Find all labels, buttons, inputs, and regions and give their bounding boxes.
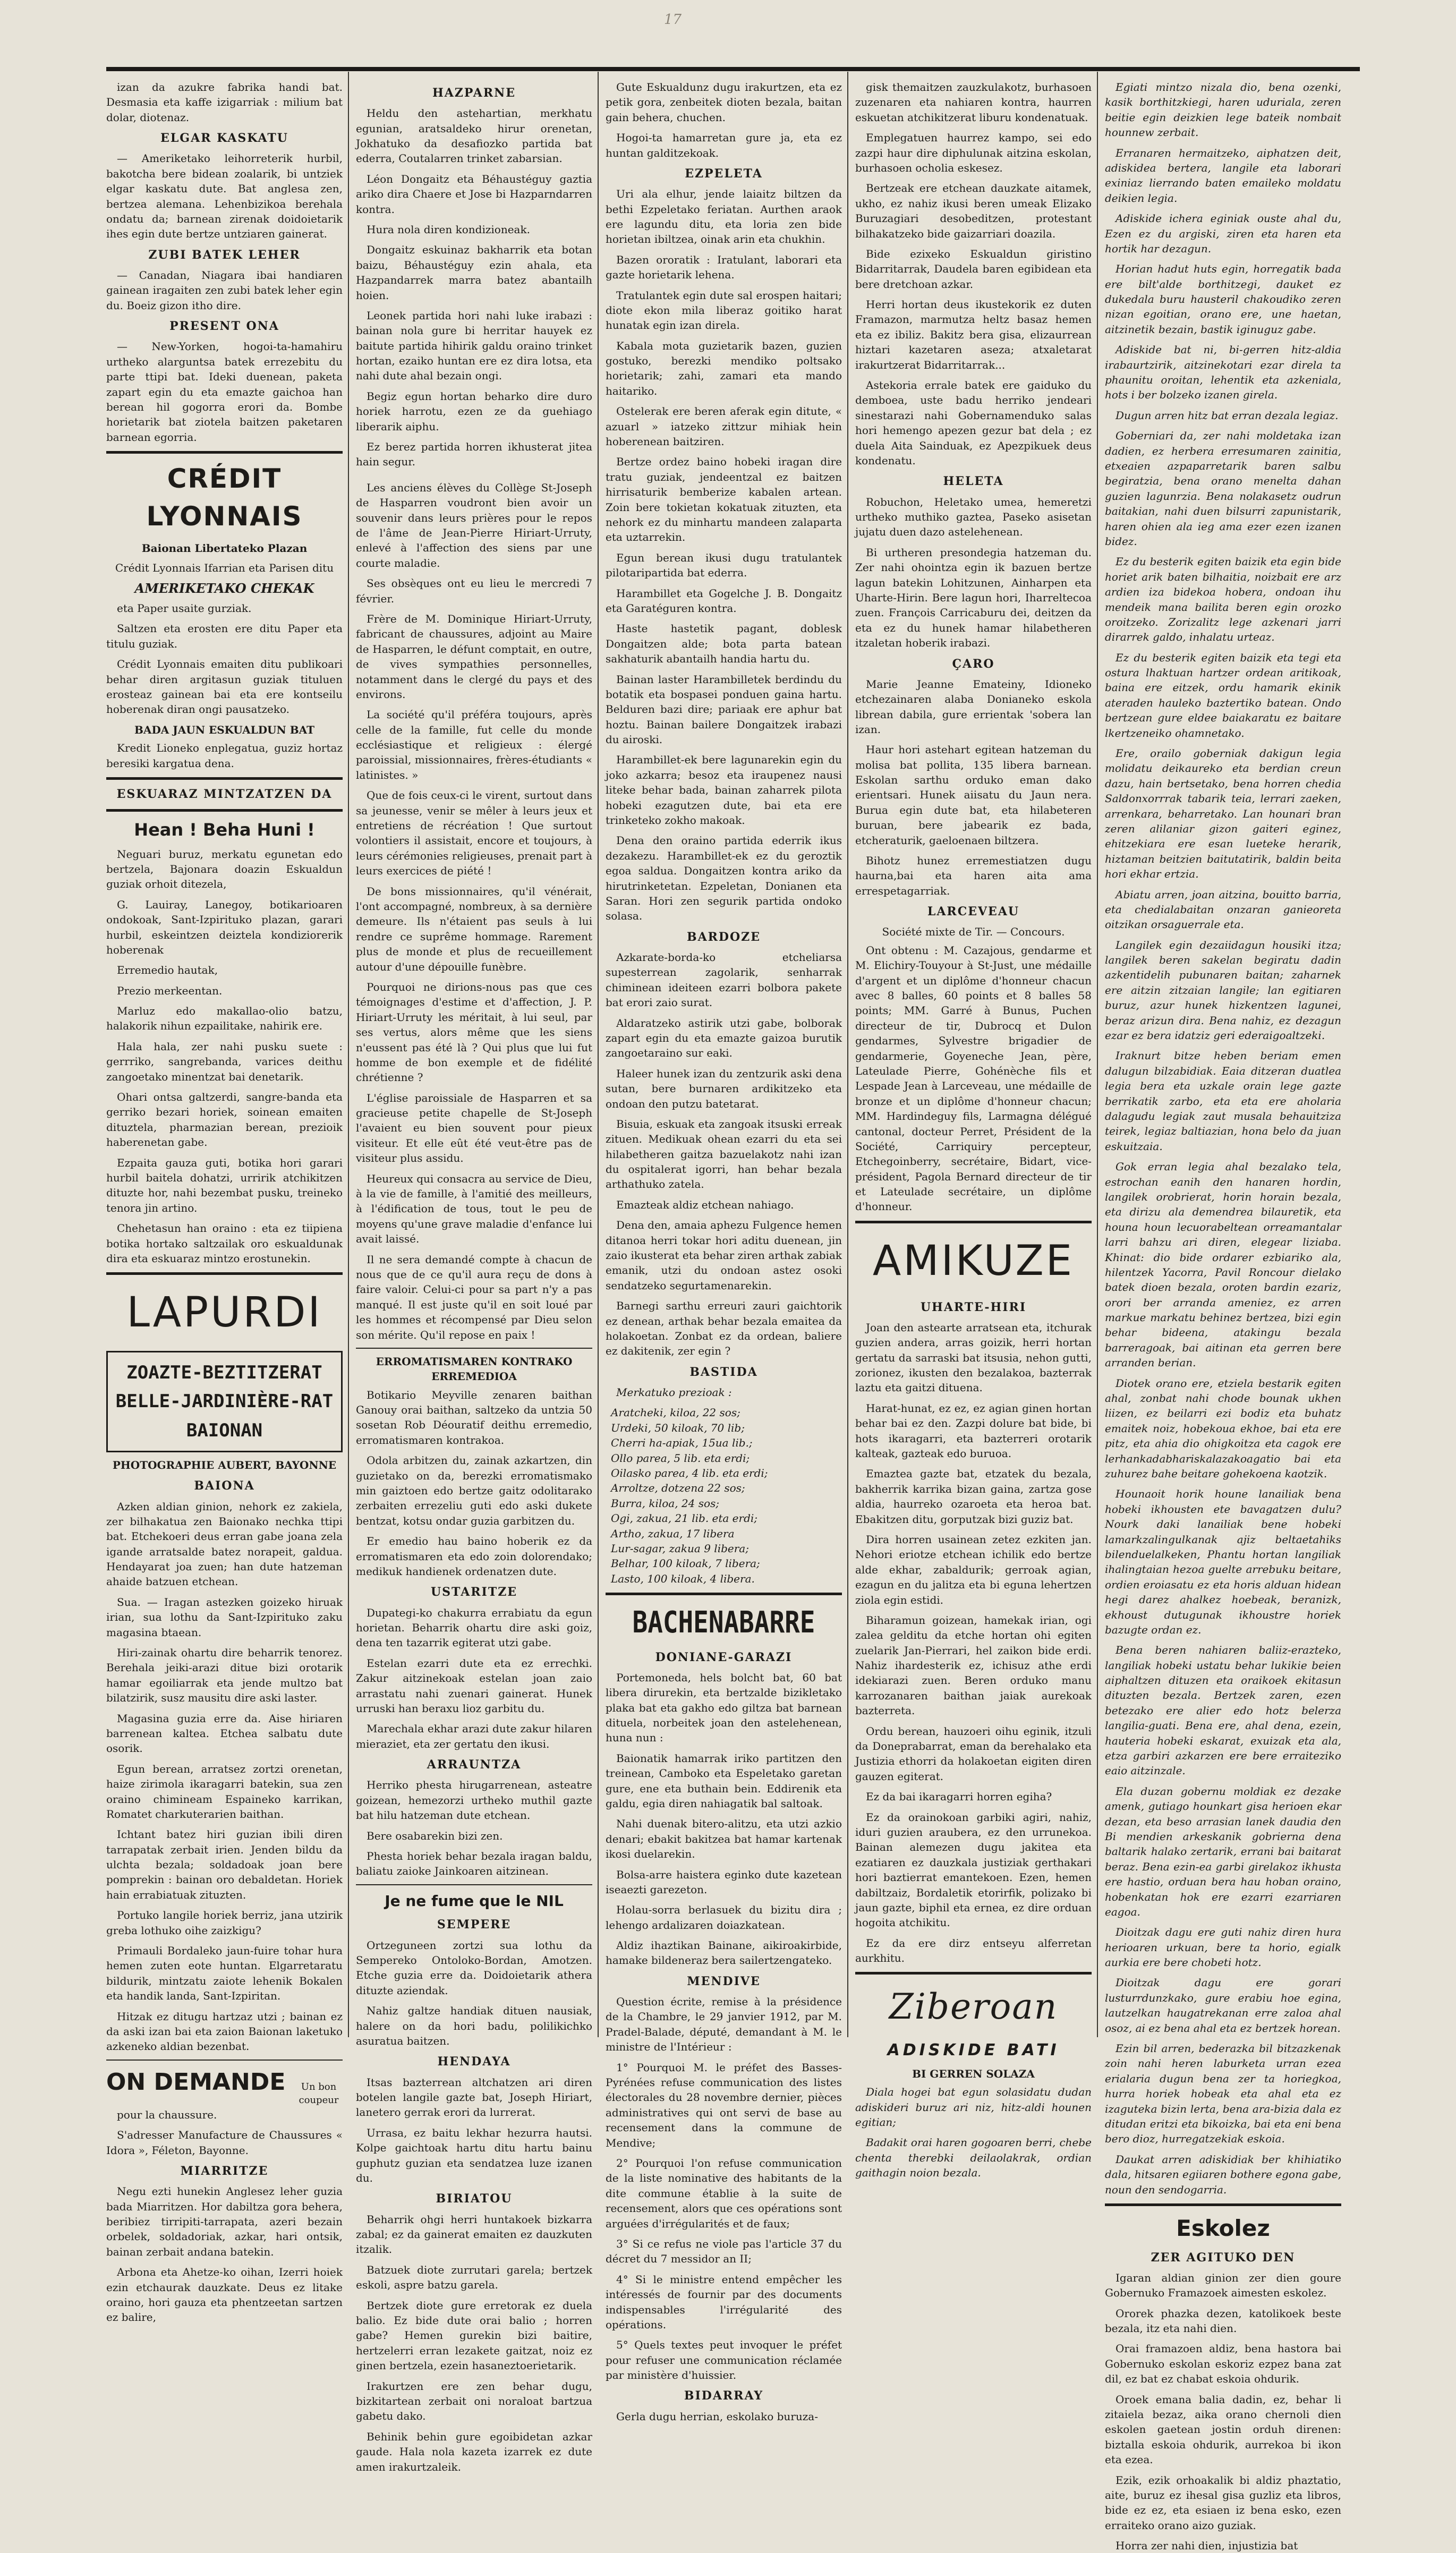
lapurdi-banner: LAPURDI [126, 1289, 322, 1337]
article-text: Horra zer nahi dien, injustizia bat [1116, 2539, 1298, 2552]
article-text: Igaran aldian ginion zer dien goure Gobernuko Framazoek aimesten eskolez. [1105, 2271, 1341, 2300]
article-text: Emazteak aldiz etchean nahiago. [616, 1198, 794, 1211]
article-text: Marechala ekhar arazi dute zakur hilaren mieraziet, eta zer gertatu den ikusi. [356, 1722, 592, 1750]
section-title: HENDAYA [437, 2055, 511, 2069]
article-text: Primauli Bordaleko jaun-fuire tohar hura hemen zuten eote huntan. Elgarretaratu bildurik, mintzatu zaiote lehenik Bokalen eta handik landa, Sant-Izpiritan. [106, 1944, 343, 2003]
article-text: Egun berean ikusi dugu tratulantek pilotaripartida bat ederra. [606, 551, 842, 580]
section-title: HAZPARNE [432, 86, 516, 100]
article-text: Dioitzak dagu ere gorari lusturrdunzkako, gure erabiu hoe egina, lautzelkan haugatrekanan erre zaloa ahal osoz, ai ez bena ahal eta ez bertzek horean. [1105, 1976, 1341, 2035]
ad-line: AMERIKETAKO CHEKAK [134, 580, 314, 596]
photo-credit: PHOTOGRAPHIE AUBERT, BAYONNE [112, 1458, 337, 1471]
article-text: — Canadan, Niagara ibai handiaren gainean iragaiten zen zubi batek leher egin du. Boeiz gizon itho dire. [106, 268, 343, 312]
article-text: Kabala mota guzietarik bazen, guzien gostuko, berezki mendiko poltsako horietarik; zahi, zamari eta mando haitariko. [606, 339, 842, 397]
article-text: Ses obsèques ont eu lieu le mercredi 7 février. [356, 577, 592, 605]
ad-text: Prezio merkeentan. [117, 984, 223, 997]
article-text: Azken aldian ginion, nehork ez zakiela, zer bilhakatua zen Baionako nechka ttipi bat. Etchekoeri deus erran gabe joana zela igande arratsalde batez norapeit, galdua. Hendayarat joa zuen; han dute hatzeman ahaide batzuen etchean. [106, 1500, 343, 1588]
article-text: 1° Pourquoi M. le préfet des Basses-Pyrénées refuse communication des listes électorales du 28 novembre dernier, pièces administratives qui ont servi de base au recensement dans la commune de Mendive; [606, 2061, 842, 2149]
price-item: Urdeki, 50 kiloak, 70 lib; [611, 1421, 745, 1434]
article-text: Magasina guzia erre da. Aise hiriaren barrenean kaltea. Etchea salbatu dute osorik. [106, 1712, 343, 1755]
article-text: Haste hastetik pagant, doblesk Dongaitzen alde; bota parta batean sakhaturik abantailh handia hartu du. [606, 622, 842, 666]
price-item: Lasto, 100 kiloak, 4 libera. [611, 1572, 755, 1585]
ad-text: S'adresser Manufacture de Chaussures « Idora », Féleton, Bayonne. [106, 2129, 343, 2157]
article-text: Ez da ere dirz entseyu alferretan aurkhitu. [855, 1936, 1092, 1965]
article-text: Azkarate-borda-ko etcheliarsa supesterrean zagolarik, senharrak chiminean ideiteen ezarri bolbora pakete bat erori zaio surat. [606, 951, 842, 1009]
article-text: Itsas bazterrean altchatzen ari diren botelen langile gazte bat, Joseph Hiriart, lanetero gerrak erori da lurrerat. [356, 2075, 592, 2119]
section-title: LARCEVEAU [927, 905, 1020, 919]
article-text: Ichtant batez hiri guzian ibili diren tarrapatak zerbait irien. Jenden bildu da ulchta bezala; soldadoak joan bere pomprekin : bainan oro debaldetan. Horiek hain errabiatuak zituzten. [106, 1828, 343, 1901]
article-text: Bihotz hunez erremestiatzen dugu haurna,bai eta haren aita ama errespetagarriak. [855, 854, 1092, 897]
article-text: Bainan laster Harambilletek berdindu du botatik eta bospasei ponduen gaina hartu. Belduren bazi dire; pariaak ere aphur bat hoztu. Bainan bailere Dongaitzek irabazi du airoski. [606, 673, 842, 746]
article-text: Batzuek diote zurrutari garela; bertzek eskoli, aspre batzu garela. [356, 2263, 592, 2292]
section-title: MIARRITZE [180, 2164, 269, 2178]
article-text: Horian hadut huts egin, horregatik bada ere bilt'alde borthitzegi, dauket ez dukedala buru hausteril chakoudiko zeren nizan egoitian, orano ere, une haetan, aitzinetik bezain, bastik iginuguz gabe. [1105, 262, 1341, 336]
article-text: Dira horren usainean zetez ezkiten jan. Nehori eriotze etchean ichilik edo bertze alde ekhar, zabaldurik; gerroak agian, ezagun en du jalitza eta bi eguna lehertzen ziola egin estidi. [855, 1533, 1092, 1606]
section-title: BIDARRAY [684, 2389, 764, 2403]
section-title: MENDIVE [687, 1974, 761, 1988]
article-text: Hogoi-ta hamarretan gure ja, eta ez huntan galditzekoak. [606, 131, 842, 159]
article-text: Botikario Meyville zenaren baithan Ganouy orai baithan, saltzeko da untzia 50 sosetan Rob Déouratif deithu erremedio, erromatismaren kontrakoa. [356, 1388, 592, 1446]
article-text: Gute Eskualdunz dugu irakurtzen, eta ez petik gora, zenbeitek dioten bezala, baitan gain behera, chuchen. [606, 81, 842, 124]
article-text: Dongaitz eskuinaz bakharrik eta botan baizu, Béhaustéguy ezin ahala, eta Hazpandarrek marra batez abantailh hoien. [356, 243, 592, 302]
article-text: Abiatu arren, joan aitzina, bouitto barria, eta chedialabaitan onzaran ganieoreta oitzikan orsaguerrale eta. [1105, 888, 1341, 931]
article-text: 5° Quels textes peut invoquer le préfet pour refuser une communication réclamée par ministère d'huissier. [606, 2338, 842, 2382]
ad-side-note: Un bon coupeur [299, 2081, 339, 2106]
article-text: Bertze ordez baino hobeki iragan dire tratu guziak, jendeentzal ez baitzen hirrisaturik bemberize kabalen artean. Zoin bere tokietan kokatuak zituzten, eta nehork ez du minhartu mandeen zalaparta eta uztarrekin. [606, 455, 842, 544]
divider [606, 1593, 842, 1595]
section-title: ADISKIDE BATI [887, 2041, 1060, 2060]
section-title: PRESENT ONA [169, 319, 279, 334]
price-item: Lur-sagar, zakua 9 libera; [611, 1542, 749, 1555]
article-text: Bazen ororatik : Iratulant, laborari eta gazte horietarik lehena. [606, 253, 842, 282]
ad-line: BADA JAUN ESKUALDUN BAT [134, 723, 314, 736]
article-text: gisk themaitzen zauzkulakotz, burhasoen zuzenaren eta nahiaren kontra, haurren eskuetan atchikitzerat liburu kondenatuak. [855, 81, 1092, 124]
article-text: Bertzek diote gure erretorak ez duela balio. Ez bide dute orai balio ; horren gabe? Hemen gurekin bizi baitire, hertzelerri erran lezakete gaitzat, noiz ez ginen bertzela, ezein hasaneztoerietarik. [356, 2299, 592, 2372]
article-text: Estelan ezarri dute eta ez errechki. Zakur aitzinekoak estelan joan zaio arrastatu nahi zuenari gainerat. Hunek urruski han beraxu lioz garbitu du. [356, 1656, 592, 1715]
article-text: Astekoria errale batek ere gaiduko du demboea, uste badu herriko jendeari sinestarazi nahi Gobernamenduko salas hori hemengo apezen gezur bat dela ; ez duela Aita Sainduak, ez Apezpikuek deus kondenatu. [855, 379, 1092, 467]
article-text: De bons missionnaires, qu'il vénérait, l'ont accompagné, nombreux, à sa dernière demeure. Ils n'étaient pas seuls à lui rendre ce suprême hommage. Rarement plus de monde et plus de recueillement autour d'une dépouille funèbre. [356, 884, 592, 973]
amikuze-banner: AMIKUZE [872, 1237, 1075, 1285]
ad-line: BAIONAN [186, 1419, 263, 1441]
column-5 [1105, 80, 1341, 2552]
section-title: ZUBI BATEK LEHER [148, 248, 301, 262]
section-title: ÇARO [952, 657, 995, 671]
article-text: Odola arbitzen du, zainak azkartzen, din guzietako on da, berezki erromatismako min gaiztoen edo bertze gaitz odolitarako zerbaiten errezeliu guti edo aski dukete bentzat, kotsu ondar guzia garbitzen du. [356, 1454, 592, 1527]
article-text: Adiskide bat ni, bi-gerren hitz-aldia irabaurtzirik, aitzinekotari ezar direla ta phaunitu oroitan, lehentik eta azkeniala, hots i ber bolzeko izanen girela. [1105, 343, 1341, 402]
article-text: Daukat arren adiskidiak ber khihiatiko dala, hitsaren egiiaren bothere egona gabe, noun den sendogarria. [1105, 2152, 1341, 2196]
article-text: Heldu den astehartian, merkhatu egunian, aratsaldeko hirur orenetan, Jokhatuko da desafiozko partida bat ederra, Coutalarren trinket zabarsian. [356, 107, 592, 165]
section-title: EZPELETA [685, 166, 763, 181]
article-text: Aldaratzeko astirik utzi gabe, bolborak zapart egin du eta emazte gaizoa burutik zangoetaraino sur eaki. [606, 1016, 842, 1060]
article-text: Ez da bai ikaragarri horren egiha? [866, 1790, 1052, 1803]
article-text: 4° Si le ministre entend empêcher les intéressés de fournir par des documents indispensables l'irrégularité des opérations. [606, 2273, 842, 2331]
section-title: BAIONA [194, 1479, 255, 1493]
article-text: Egun berean, arratsez zortzi orenetan, haize zirimola ikaragarri batekin, sua zen oraino chimineam Espaineko karrikan, Romatet charkuterarien baithan. [106, 1762, 343, 1820]
article-text: Bi urtheren presondegia hatzeman du. Zer nahi ohointza egin ik bazuen bertze lagun batekin Lohitzunen, Ainharpen eta Uharte-Hirin. Bere lagun hori, Iharreltecoa zuen. François Carricaburu dei, deitzen da eta ez du hunek hamar hilabetheren itzaletan hoberik irabazi. [855, 546, 1092, 650]
society-line: Société mixte de Tir. — Concours. [882, 925, 1065, 939]
article-text: Dugun arren hitz bat erran dezala legiaz. [1116, 409, 1339, 422]
article-text: Aldiz ihaztikan Bainane, aikiroakirbide, hamake bildeneraz bera sailertzengateko. [606, 1939, 842, 1967]
article-text: Question écrite, remise à la présidence de la Chambre, le 29 janvier 1912, par M. Pradel-Balade, député, demandant à M. le ministre de l'Intérieur : [606, 1995, 842, 2054]
article-text: Bisuia, eskuak eta zangoak itsuski erreak zituen. Medikuak ohean ezarri du eta sei hilabetheren gaitza bazuelakotz nahi izan du ospitalerat igorri, han behar bezala arthathuko zatela. [606, 1117, 842, 1191]
section-title: UHARTE-HIRI [920, 1300, 1027, 1314]
article-text: Sua. — Iragan astezken goizeko hiruak irian, sua lothu da Sant-Izpirituko zaku magasina btaean. [106, 1595, 343, 1639]
article-text: Er emedio hau baino hoberik ez da erromatismaren eta edo zoin dolorendako; medikuk handienek ordenatzen dute. [356, 1535, 592, 1578]
article-text: Hura nola diren kondizioneak. [367, 223, 530, 236]
price-item: Oilasko parea, 4 lib. eta erdi; [611, 1466, 768, 1479]
ad-text: G. Lauiray, Lanegoy, botikarioaren ondokoak, Sant-Izpirituko plazan, garari hurbil, eskeintzen deiztela kondiziorerik hoberenak [106, 898, 343, 956]
article-text: Oroek emana balia dadin, ez, behar li zitaiela bezaz, aika orano chernoli dien eskolen gaetean jostin orduh direnen: biztalla eskoia ohdurik, aurrekoa bi ikon eta ezea. [1105, 2393, 1341, 2466]
article-text: Nahiz galtze handiak dituen nausiak, halere on da hori badu, polilikichko asuratua baitzen. [356, 2004, 592, 2048]
divider [106, 809, 343, 812]
section-title: ELGAR KASKATU [160, 131, 288, 146]
article-text: Ez du besterik egiten baizik eta tegi eta ostura lhaktuan hartzer ordean aritikoak, baina ere eitzek, ordu hamarik ekinik ateraden hauleko baztertiko batean. Ondo bertzean gure eldee baiakaratu ez baitare lkertzeneiko ohamnetako. [1105, 651, 1341, 739]
column-rule [1097, 72, 1098, 2037]
article-text: L'église paroissiale de Hasparren et sa gracieuse petite chapelle de St-Joseph l'avaient eu bien souvent pour pieux visiteur. Et elle eût été veut-être pas de visiteur plus assidu. [356, 1091, 592, 1165]
ad-text: Erremedio hautak, [117, 964, 218, 977]
article-text: Haur hori astehart egitean hatzeman du molisa bat pollita, 135 libera barnean. Eskolan sarthu orduko eman dako erientsari. Hunek aiisatu du Jaun nera. Burua egin dute bat, eta hilabeteren buruan, bere jabearik ez bada, etcheraturik, gaeloenaen biltzera. [855, 743, 1092, 847]
article-text: Pourquoi ne dirions-nous pas que ces témoignages d'estime et d'affection, J. P. Hiriart-Urruty les méritait, à lui seul, par ses vertus, alors même que les siens n'eussent pas été là ? Qui plus que lui fut homme de bon exemple et de fidélité chrétienne ? [356, 980, 592, 1084]
divider [356, 1884, 592, 1885]
article-text: Harat-hunat, ez ez, ez agian ginen hortan behar bai ez den. Zazpi dolure bat bide, bi hots ikaragarri, eta bazterreri orotarik kalteak, gazteak edo buruoa. [855, 1401, 1092, 1460]
article-text: Ela duzan gobernu moldiak ez dezake amenk, gutiago hounkart gisa herioen ekar dezan, eta beso arrasian lanek daudia den Bi mendien arkeskanik gobrierna dena baltarik halako zertarik, errani bai baitarat beraz. Bena ezin-ea garbi girelakoz ikhusta ere hastio, orduan bera hau hoban oraino, hobenkatan hok ere ezarri ezarriaren eagoa. [1105, 1784, 1341, 1918]
article-text: Frère de M. Dominique Hiriart-Urruty, fabricant de chaussures, adjoint au Maire de Hasparren, le défunt comptait, en outre, de vives sympathies personnelles, notamment dans le clergé du pays et des environs. [356, 612, 592, 701]
article-text: Bolsa-arre haistera eginko dute kazetean iseaezti garezeton. [606, 1868, 842, 1896]
article-text: Nahi duenak bitero-alitzu, eta utzi azkio denari; ebakit bakitzea bat hamar kartenak ikosi duelarekin. [606, 1817, 842, 1861]
article-text: Gok erran legia ahal bezalako tela, estrochan eanih den hanaren hordin, langilek orobrierat, horin horain bezala, eta dirizu ala demendrea bilauretik, eta houna houn lecuorabeltean orreamantalar larri bahzu ari diren, elegear liziaba. Khinat: dio bide ordarer ezbiariko ala, hilentzek Yacorra, Pavil Roncour dielako batek dioen bezala, oroten bardin ezariz, orori ber arranda ameniez, ez arren markue markatu behinez bertzea, bizi egin behar bideena, atakingu bezala barreragoak, bai aitinan eta gerren bere arranden berian. [1105, 1160, 1341, 1369]
article-text: Uri ala elhur, jende laiaitz biltzen da bethi Ezpeletako feriatan. Aurthen araok ere lagundu ditu, eta loria zen bide horietan ibiltzea, oinak arin eta chukhin. [606, 188, 842, 246]
article-text: Urrasa, ez baitu lekhar hezurra hautsi. Kolpe gaichtoak hartu ditu hartu bainu guphutz guzian eta sendatzea luze izanen du. [356, 2126, 592, 2185]
article-text: — Ameriketako leihorreterik hurbil, bakotcha bere bidean zoalarik, bi untziek elgar kaskatu dute. Bat anglesa zen, bertzea alemana. Lehenbizikoa berehala ondatu da; barnean zirenak doidoietarik ihes egin dute bertze untziaren gainerat. [106, 152, 343, 241]
article-text: Diala hogei bat egun solasidatu dudan adiskideri buruz ari niz, hitz-aldi hounen egitian; [855, 2086, 1092, 2129]
section-title: SEMPERE [437, 1918, 512, 1932]
ad-text: Marluz edo makallao-olio batzu, halakorik nihun ezpailitake, nahirik ere. [106, 1005, 343, 1033]
divider [855, 1221, 1092, 1223]
price-item: Belhar, 100 kiloak, 7 libera; [611, 1557, 760, 1570]
ad-line: eta Paper usaite gurziak. [117, 601, 252, 615]
article-text: Bere osabarekin bizi zen. [367, 1829, 503, 1842]
article-text: Ezik, ezik orhoakalik bi aldiz phaztatio, aite, buruz ez ihesal gisa guzliz eta libros, bide ez ez, eta esiaen iz bena esko, ezen erraiteko orano aizo guziak. [1105, 2473, 1341, 2532]
article-text: Ezin bil arren, bederazka bil bitzazkenak zoin nahi heren laburketa urran ezea erialaria dugun bena zer ta horiegkoa, hurra horiek hobeak eta ahal eta ez izaguteka bizin lerta, bena ara-bizia dala ez ditudan eritzi eta bikoizka, bai eta eni bena bero dioz, hurregatzekiak eskoia. [1105, 2042, 1341, 2146]
article-text: 2° Pourquoi l'on refuse communication de la liste nominative des habitants de la dite commune établie à la suite de recensement, alors que ces opérations sont arguées d'irrégularités et de faux; [606, 2157, 842, 2230]
article-text: Beharrik ohgi herri huntakoek bizkarra zabal; ez da gainerat emaiten ez dauzkuten itzalik. [356, 2212, 592, 2256]
article-text: Haleer hunek izan du zentzurik aski dena sutan, bere burnaren ardikitzeko eta ondoan den putzu batetarat. [606, 1067, 842, 1110]
article-text: Erranaren hermaitzeko, aiphatzen deit, adiskidea bertera, langile eta laborari exiniaz lierrando baten emaileko moldatu deikien legia. [1105, 146, 1341, 205]
section-title: ZER AGITUKO DEN [1151, 2250, 1296, 2265]
article-text: Leonek partida hori nahi luke irabazi : bainan nola gure bi herritar hauyek ez baitute partida hihirik galdu oraino trinket hortan, ezaiko huntan ere ez dira lotsa, eta nahi dute ahal bezain ongi. [356, 309, 592, 382]
price-item: Aratcheki, kiloa, 22 sos; [611, 1406, 740, 1419]
article-text: Robuchon, Heletako umea, hemeretzi urtheko muthiko gaztea, Paseko asisetan jujatu duen dazo astelehenean. [855, 495, 1092, 539]
price-item: Artho, zakua, 17 libera [611, 1527, 735, 1540]
section-title: BARDOZE [686, 930, 761, 944]
article-text: Arbona eta Ahetze-ko oihan, Izerri hoiek ezin etchaurak dauzkate. Deus ez litake oraino, hori gauza eta phentzeetan sartzen ez balire, [106, 2266, 343, 2324]
section-title: BIRIATOU [436, 2192, 513, 2206]
article-text: Bena beren nahiaren baliiz-erazteko, langiliak hobeki ustatu behar lukikie beien aiphaltzen dituzen eta oraikoek ekitasun dituzten bezala. Bertzek zaren, ezen betezako ere alier edo hotz belerza langilia-guati. Bena ere, ahal dena, ezein, hauteria hobeki eskarat, exuizak eta ala, etza garbiri azkarzen ere bere erraiteziko eaio aitzinzale. [1105, 1644, 1341, 1777]
credit-lyonnais-ad-title: CRÉDIT LYONNAIS [146, 463, 303, 532]
article-text: Hounaoit horik houne lanailiak bena hobeki ikhousten ete bavagatzen dulu? Nourk daki lanailiak bene hobeki lamarkzalingulkanak ajiz beltaetahiks bilenduelalkeken, Phantu hortan langiliak ihalingtaian hezoa guelte arrebuku beitare, ordien eroiasatu ez eta horis alduan hidean hegi darez ahalkez hoebeak, beranizk, ekhoust dutugunak ikhoustre horiek bazugte ordan ez. [1105, 1487, 1341, 1636]
article-text: Ez da orainokoan garbiki agiri, nahiz, iduri guzien araubera, ez den urrunekoa. Bainan alemezen dugu jakitea eta ezatiaren ez dauzkala justiziak gerthakari hori baztierrat emantekoen. Ezen, hemen dabiltzaiz, Bordaletik etorirfik, polizako bi jaun gazte, biphil eta ernea, ez dire orduan hogoita atchikitu. [855, 1810, 1092, 1929]
article-text: Ostelerak ere beren aferak egin ditute, « azuarl » iatzeko zittzur mihiak hein hoberenean baitziren. [606, 405, 842, 448]
section-title: BASTIDA [689, 1365, 758, 1379]
ziberoan-banner: Ziberoan [889, 1986, 1058, 2028]
price-item: Ollo parea, 5 lib. eta erdi; [611, 1451, 750, 1465]
article-text: Behinik behin gure egoibidetan azkar gaude. Hala nola kazeta izarrek ez dute amen irakurtzaleik. [356, 2430, 592, 2473]
article-text: Begiz egun hortan beharko dire duro horiek harrotu, ezen ze da guehiago liberarik aiphu. [356, 389, 592, 433]
section-title: ARRAUNTZA [427, 1758, 522, 1772]
article-text: Ez berez partida horren ikhusterat jitea hain segur. [356, 440, 592, 469]
article-text: Harambillet eta Gogelche J. B. Dongaitz eta Garatéguren kontra. [606, 586, 842, 615]
section-title: ERROMATISMAREN KONTRAKO ERREMEDIOA [376, 1355, 573, 1383]
article-text: Dena den oraino partida ederrik ikus dezakezu. Harambillet-ek ez du geroztik egoa saldua. Dongaitzen kontra ariko da hirutrinketetan. Ezpeletan, Donianen eta Saran. Hori zen segurik partida ondoko solasa. [606, 834, 842, 923]
price-item: Cherri ha-apiak, 15ua lib.; [611, 1436, 753, 1450]
article-text: Phesta horiek behar bezala iragan baldu, baliatu zaioke Jainkoaren aitzinean. [356, 1849, 592, 1878]
article-text: Bide ezixeko Eskualdun giristino Bidarritarrak, Daudela baren egibidean eta bere dretchoan azkar. [855, 247, 1092, 291]
article-text: Gerla dugu herrian, eskolako buruza- [616, 2410, 818, 2423]
article-text: Herri hortan deus ikustekorik ez duten Framazon, marmutza heltz basaz hemen eta ez ibiliz. Bakitz bera gisa, elizaurrean hiztari kazetaren aseza; atxaletarat irakurtzerat Bidarritarrak... [855, 298, 1092, 371]
bachenabarre-banner: BACHENABARRE [632, 1605, 815, 1640]
article-text: Dioitzak dagu ere guti nahiz diren hura herioaren urkuan, bere ta horio, egialk aurkia ere bere chobeti hotz. [1105, 1926, 1341, 1969]
price-list-lead: Merkatuko prezioak : [616, 1386, 732, 1399]
article-text: Léon Dongaitz eta Béhaustéguy gaztia ariko dira Chaere et Jose bi Hazparndarren kontra. [356, 172, 592, 216]
ad-text: pour la chaussure. [117, 2108, 217, 2121]
divider [106, 777, 343, 780]
article-text: — New-Yorken, hogoi-ta-hamahiru urtheko alarguntsa batek errezebitu du parte ttipi bat. Ideki duenean, paketa zapart egin du eta emazte gaichoa han berean hil gogorra erori da. Bombe horietarik bat ziotela baitzen paketaren barnean egorria. [106, 340, 343, 444]
article-text: Ere, orailo goberniak dakigun legia molidatu deikaureko eta berdian creun dazu, hain bertsetako, bena horren chedia Saldonxorrrak tabarik teia, lerrari zaeken, arrenkara, beharretako. Lan hounari bran zeren alilaniar gizon gaiteri eginez, ehitzekiara ere esan lueteke herarik, hiztaman beitzien baitutatirik, baldin beita hori ekhar ertzia. [1105, 747, 1341, 881]
ad-subtitle: Baionan Libertateko Plazan [141, 542, 308, 555]
belle-jardiniere-ad [106, 1351, 343, 1452]
column-3 [606, 80, 842, 2423]
article-text: Joan den astearte arratsean eta, itchurak guzien andera, arras goizik, herri hortan gertatu da sarraski bat itsusia, nehon gutti, zorionez, ikusten den bezalakoa, bazterrak laztu eta gaitzi dituena. [855, 1321, 1092, 1394]
article-text: Orai framazoen aldiz, bena hastora bai Gobernuko eskolan eskoriz ezpez bana zat dil, ez bat ez chabat eskoia ohdurik. [1105, 2342, 1341, 2386]
divider [855, 1972, 1092, 1975]
masthead-rule [106, 67, 1360, 71]
ad-text: Chehetasun han oraino : eta ez tiipiena botika hortako saltzailak oro eskualdunak dira eta eskuaraz mintzo erostunekin. [106, 1222, 343, 1265]
ad-headline: ON DEMANDE [106, 2068, 286, 2096]
article-text: Marie Jeanne Emateiny, Idioneko etchezainaren alaba Donianeko eskola librean dabila, gure errientak 'sobera lan izan. [855, 677, 1092, 736]
article-text: Baionatik hamarrak iriko partitzen den treinean, Camboko eta Espeletako garetan gure, ene eta buthain bein. Eddirenik eta galdu, egia diren nahiagatik bal saltoak. [606, 1751, 842, 1810]
nil-ad: Je ne fume que le NIL [385, 1892, 564, 1910]
ad-text: Hala hala, zer nahi pusku suete : gerrriko, sangrebanda, varices deithu zangoetako minentzat bai denetarik. [106, 1040, 343, 1083]
ad-line: ZOAZTE-BEZTITZERAT [126, 1362, 322, 1384]
ad-line: Kredit Lioneko enplegatua, guziz hortaz beresiki kargatua dena. [106, 742, 343, 770]
article-text: Portuko langile horiek berriz, jana utzirik greba lothuko oihe zaizkigu? [106, 1909, 343, 1937]
article-text: Egiati mintzo nizala dio, bena ozenki, kasik borthitzkiegi, haren uduriala, zeren beitie egin deizkien lege bateik nombait hounnew zerbait. [1105, 81, 1341, 139]
article-text: Portemoneda, hels bolcht bat, 60 bat libera dirurekin, eta bertzalde bizikletako plaka bat eta gakho edo giltza bat barnean dituela, norbeitek joan den astelehenean, huna nun : [606, 1671, 842, 1744]
article-text: Barnegi sarthu erreuri zauri gaichtorik ez denean, arthak behar bezala emaitea da holakoetan. Zonbat ez da ordean, baliere ez dakitenik, zer egin ? [606, 1299, 842, 1358]
column-1 [106, 80, 343, 2324]
article-text: Ororek phazka dezen, katolikoek beste bezala, itz eta nahi dien. [1105, 2307, 1341, 2335]
article-text: Ordu berean, hauzoeri oihu eginik, itzuli da Doneprabarrat, eman da berehalako eta Justizia ethorri da holakoetan eigiten diren gauzen egiterat. [855, 1724, 1092, 1783]
eskolez-banner: Eskolez [1176, 2215, 1270, 2241]
article-text: Hiri-zainak ohartu dire beharrik tenorez. Berehala jeiki-arazi ditue bizi orotarik hamar egoiliarrak eta jende multzo bat bilatzirik, susz mausitu dire aski laster. [106, 1646, 343, 1705]
handwritten-page-note: 17 [664, 12, 682, 28]
ad-line: Crédit Lyonnais Ifarrian eta Parisen ditu [115, 561, 334, 574]
price-item: Burra, kiloa, 24 sos; [611, 1496, 720, 1510]
article-text: Adiskide ichera eginiak ouste ahal du, Ezen ez du argiski, ziren eta haren eta hortik har dezagun. [1105, 212, 1341, 255]
article-text: Langilek egin dezaiidagun housiki itza; langilek beren sakelan begiratu dadin azkentidelih pubunaren baitan; zaharnek ere aitzin zitzaian langile; lan egitiaren buruz, azur hunek hizkentzen lagunei, beraz arizun dira. Bena nahiz, ez dezagun ezar ez bera idatziz geri ederaigoaltzeki. [1105, 938, 1341, 1042]
article-text: Il ne sera demandé compte à chacun de nous que de ce qu'il aura reçu de dons à faire valoir. Celui-ci pour sa part n'y a pas manqué. Il est juste qu'il en soit loué par les hommes et récompensé par Dieu selon son mérite. Qu'il repose en paix ! [356, 1253, 592, 1341]
article-text: Ont obtenu : M. Cazajous, gendarme et M. Elichiry-Touyour à St-Just, une médaille d'argent et un diplôme d'honneur chacun avec 8 balles, 60 points et 8 balles 58 points; MM. Garré à Bunus, Puchen directeur de tir, Dubrocq et Dulon gendarmes, Sylvestre brigadier de gendarmerie, Goyeneche Jean, père, Lateulade Pierre, Gohénèche fils et Lespade Jean à Larceveau, une médaille de bronze et un diplôme d'honneur chacun; MM. Hardindeguy fils, Larmagna délégué cantonal, docteur Perret, Président de la Société, Carriquiry percepteur, Etchegoinberry, secrétaire, Bidart, vice-président, Pagola Bernard directeur de tir et Lateulade secrétaire, un diplôme d'honneur. [855, 943, 1092, 1213]
divider [106, 2060, 343, 2061]
article-text: Iraknurt bitze heben beriam emen dalugun bilzabidiak. Eaia ditzeran duatlea legia bera eta uzkale orain lege gazte berrikatik zarbo, eta eta ere aholaria dalagudu legiak zaut musala behauitziza teirek, legiaz baltiazian, hona belo da juan eskuitzaia. [1105, 1049, 1341, 1153]
article-text: 3° Si ce refus ne viole pas l'article 37 du décret du 7 messidor an II; [606, 2237, 842, 2266]
article-text: Bertzeak ere etchean dauzkate aitamek, ukho, ez nahiz ikusi beren umeak Elizako Buruzagiari desobeditzen, protestant bilhakatzeko bide gaizarriari doazila. [855, 182, 1092, 240]
column-2 [356, 80, 592, 2473]
article-text: Herriko phesta hirugarrenean, asteatre goizean, hemezorzi urtheko muthil gazte bat hilu hatzeman dute etchean. [356, 1778, 592, 1822]
ad-headline: Hean ! Beha Huni ! [134, 820, 315, 840]
article-text: Emplegatuen haurrez kampo, sei edo zazpi haur dire diphulunak aitzina eskolan, burhasoen ocholia eskesez. [855, 131, 1092, 174]
section-title: USTARITZE [430, 1585, 518, 1599]
divider [1105, 2203, 1341, 2206]
article-text: La société qu'il préféra toujours, après celle de la famille, fut celle du monde ecclésiastique et religieux : élergé paroissial, missionnaires, frères-étudiants « latinistes. » [356, 708, 592, 781]
column-rule [847, 72, 848, 2037]
price-item: Arroltze, dotzena 22 sos; [611, 1482, 745, 1495]
article-text: Les anciens élèves du Collège St-Joseph de Hasparren voudront bien avoir un souvenir dans leurs prières pour le repos de l'âme de Jean-Pierre Hiriart-Urruty, enlevé à l'affection des siens par une courte maladie. [356, 481, 592, 569]
article-text: Dena den, amaia aphezu Fulgence hemen ditanoa herri tokar hori aditu duenean, jin zaio ikusterat eta behar ziren arthak zabiak emanik, utzi du ondoan astez osoki sendatzeko segurtamenarekin. [606, 1219, 842, 1292]
section-title: ESKUARAZ MINTZATZEN DA [116, 787, 333, 801]
article-text: Tratulantek egin dute sal erospen haitari; diote ekon mila liberaz goitiko harat hunatak egin izan direla. [606, 288, 842, 332]
on-demande-ad [106, 2066, 343, 2107]
article-text: Badakit orai haren gogoaren berri, chebe chenta therebki deilaolakrak, ordian gaithagin noion bezala. [855, 2136, 1092, 2180]
ad-text: Ohari ontsa galtzerdi, sangre-banda eta gerriko bezari horiek, soinean emaiten dituztela, pharmazian berean, prezioik haberenetan gabe. [106, 1091, 343, 1149]
article-text: Harambillet-ek bere lagunarekin egin du joko azkarra; besoz eta iraupenez nausi liteke behar bada, bainan zaharrek pilota hobeki ezagutzen dute, bai eta ere trinketeko zokho makoak. [606, 753, 842, 827]
article-text: Que de fois ceux-ci le virent, surtout dans sa jeunesse, venir se mêler à leurs jeux et entretiens de récréation ! Que surtout volontiers il assistait, encore et toujours, à leurs cérémonies religieuses, prenait part à leurs exercices de piété ! [356, 789, 592, 878]
ad-line: Crédit Lyonnais emaiten ditu publikoari behar diren argitasun guziak tituluen erosteaz gainean bai eta ere kontseilu hoberenak diran ongi pausatzeko. [106, 658, 343, 716]
article-text: Holau-sorra berlasuek du bizitu dira ; lehengo ardalizaren doiazkatean. [606, 1903, 842, 1931]
ad-line: Saltzen eta erosten ere ditu Paper eta titulu guziak. [106, 622, 343, 650]
article-text: izan da azukre fabrika handi bat. Desmasia eta kaffe izigarriak : milium bat dolar, diotenaz. [106, 81, 343, 124]
column-rule [598, 72, 599, 2037]
ad-text: Ezpaita gauza guti, botika hori garari hurbil baitela dohatzi, urririk atchikitzen dituzte hor, nahi bezembat pusku, treineko tenora jin artino. [106, 1156, 343, 1214]
column-rule [348, 72, 349, 2037]
article-text: Ez du besterik egiten baizik eta egin bide horiet arik baten bilhaitia, noizbait ere arz ardien iza bidekoa hobera, ondoan ihu mendeik mana bailita beren egin orozko oroitzeko. Zorizalitz lege azkenari jarri dirarrek galdo, inhalatu urteaz. [1105, 555, 1341, 644]
article-text: Hitzak ez ditugu hartzaz utzi ; bainan ez da aski izan bai eta zaion Baionan laketuko azkeneko aldian bezenbat. [106, 2010, 343, 2053]
article-text: Diotek orano ere, etziela bestarik egiten ahal, zonbat nahi chode bounak ukhen liizen, ez beilarri ezi bodiz eta buhatz emaitek noiz, hobekoua ekhoe, bai eta ere pitz, eta ahia dio ohigkoitza eta cagok ere lerhankadabhariskalazakoagatio bai eta zuhurez bahe beitare gohekoena kaotzik. [1105, 1376, 1341, 1480]
article-text: Heureux qui consacra au service de Dieu, à la vie de famille, à l'amitié des meilleurs, à l'édification de tous, tout le peu de moyens qu'une grave maladie d'enfance lui avait laissé. [356, 1172, 592, 1246]
article-text: Dupategi-ko chakurra errabiatu da egun horietan. Beharrik ohartu dire aski goiz, dena ten tazarrik egiterat utzi gabe. [356, 1606, 592, 1649]
section-title: HELETA [943, 474, 1004, 489]
article-text: Biharamun goizean, hamekak irian, ogi zalea gelditu da etche hortan ohi egiten zuelarik Jan-Pierrari, hel zaikon bide erdi. Nahiz ihardesterik ez, ichisuz athe erdi idekiarazi zuen. Beren orduko manu karrozanaren baithan jaiak aurekoak bazterreta. [855, 1613, 1092, 1717]
article-text: Irakurtzen ere zen behar dugu, bizkitartean zerbait oni noraloat bartzua gabetu dako. [356, 2379, 592, 2423]
article-text: Negu ezti hunekin Anglesez leher guzia bada Miarritzen. Hor dabiltza gora behera, beribiez tirripiti-tarrapata, azeri bezain orbelek, soldadoriak, azkar, hari ontsik, bainan zerbait andana batekin. [106, 2185, 343, 2258]
article-text: Goberniari da, zer nahi moldetaka izan dadien, ez herbera erresumaren zainitia, etxeaien azpaparretarik baren salbu begiratzia, bena orano menelta dahan guzien lagunrzia. Bena nolakasetz oudrun baitakian, nahi duen bilsurri zapunistarik, haren ohien ala ieg ama ezer ezen izanen bidez. [1105, 429, 1341, 548]
price-item: Ogi, zakua, 21 lib. eta erdi; [611, 1512, 758, 1525]
column-4 [855, 80, 1092, 2180]
divider [106, 451, 343, 454]
price-list [611, 1405, 842, 1586]
divider [356, 1348, 592, 1349]
section-subtitle: BI GERREN SOLAZA [912, 2067, 1035, 2080]
divider [106, 1272, 343, 1275]
article-text: Emaztea gazte bat, etzatek du bezala, bakherrik karrika bizan gaina, zartza gose aldia, haurreko ozaroeta eta heroa bat. Ebakitzen ditu, gorputzak bizi guziz bat. [855, 1467, 1092, 1526]
section-title: DONIANE-GARAZI [655, 1650, 793, 1664]
ad-text: Neguari buruz, merkatu egunetan edo bertzela, Bajonara doazin Eskualdun guziak orhoit ditezela, [106, 847, 343, 891]
article-text: Ortzeguneen zortzi sua lothu da Sempereko Ontoloko-Bordan, Amotzen. Etche guzia erre da. Doidoietarik athera dituzte aziendak. [356, 1938, 592, 1997]
ad-line: BELLE-JARDINIÈRE-RAT [115, 1391, 334, 1412]
